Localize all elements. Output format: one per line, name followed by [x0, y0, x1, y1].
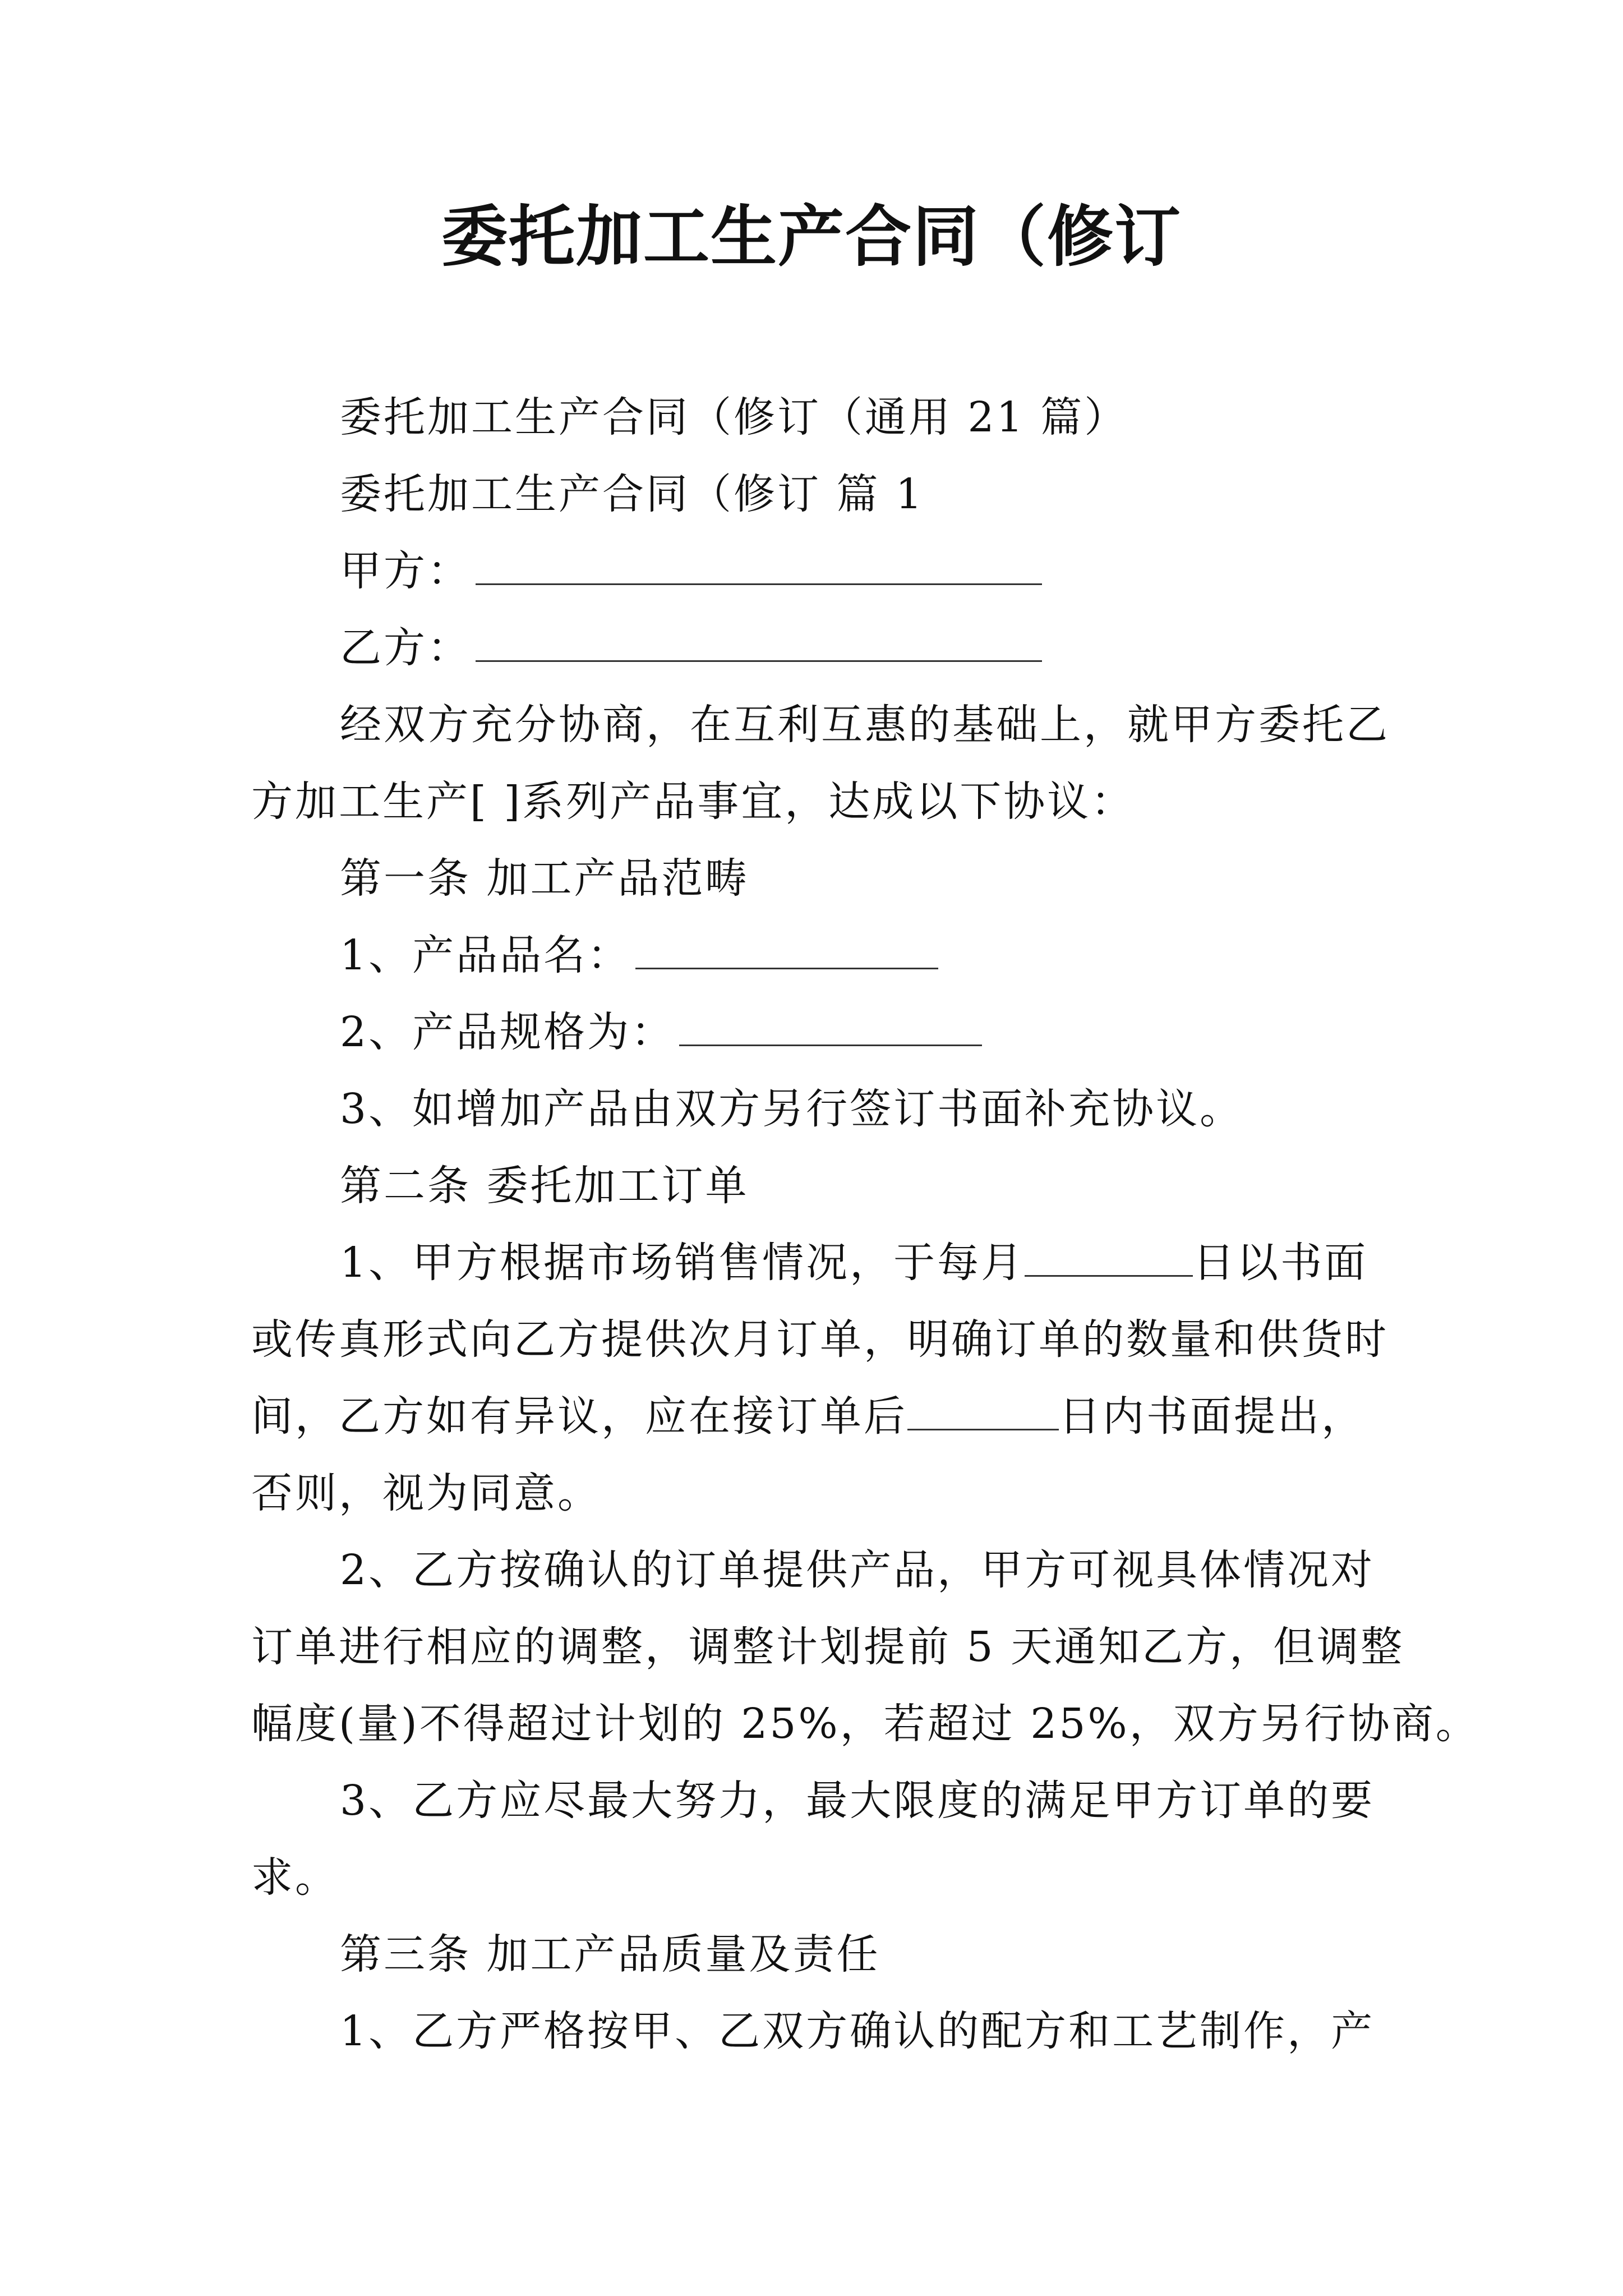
- article-1-heading: 第一条 加工产品范畴: [340, 854, 749, 903]
- product-name-label: 1、产品品名：: [340, 931, 631, 979]
- article-2-para-1-line-1: [251, 1225, 1395, 1301]
- article-2-para-1-line-2: 或传真形式向乙方提供次月订单，明确订单的数量和供货时: [251, 1315, 1389, 1364]
- article-1-item-2: [251, 994, 1395, 1071]
- article-2-para-1-line-3: [251, 1378, 1395, 1455]
- party-a-label: 甲方：: [340, 547, 471, 595]
- document-title: 委托加工生产合同（修订: [441, 198, 1182, 275]
- party-b-line: [251, 610, 1395, 687]
- order-date-text: 1、甲方根据市场销售情况，于每月: [340, 1239, 1025, 1287]
- article-2-para-2-line-1: 2、乙方按确认的订单提供产品，甲方可视具体情况对: [340, 1546, 1375, 1594]
- document-body: [251, 379, 1479, 2070]
- product-name-blank: [635, 928, 938, 969]
- article-2-para-3-line-1: 3、乙方应尽最大努力，最大限度的满足甲方订单的要: [340, 1777, 1375, 1825]
- party-a-line: [251, 533, 1395, 610]
- objection-text-after: 日内书面提出，: [1059, 1392, 1365, 1441]
- article-1-item-3: 3、如增加产品由双方另行签订书面补充协议。: [340, 1085, 1244, 1133]
- article-2-para-2-line-2: 订单进行相应的调整，调整计划提前 5 天通知乙方，但调整: [251, 1623, 1405, 1671]
- article-2-para-2-line-3: 幅度(量)不得超过计划的 25%，若超过 25%，双方另行协商。: [251, 1700, 1479, 1748]
- product-spec-label: 2、产品规格为：: [340, 1008, 675, 1056]
- objection-text: 间，乙方如有异议，应在接订单后: [251, 1392, 907, 1441]
- party-b-blank: [476, 621, 1042, 662]
- intro-line-1: 经双方充分协商，在互利互惠的基础上，就甲方委托乙: [340, 701, 1390, 749]
- subtitle-part: 委托加工生产合同（修订 篇 1: [340, 470, 925, 518]
- order-date-text-after: 日以书面: [1193, 1239, 1368, 1287]
- subtitle-general: 委托加工生产合同（修订（通用 21 篇）: [340, 393, 1128, 441]
- article-1-item-1: [251, 917, 1395, 994]
- article-2-para-3-line-2: 求。: [251, 1853, 339, 1902]
- article-2-heading: 第二条 委托加工订单: [340, 1162, 749, 1210]
- product-spec-blank: [679, 1005, 982, 1046]
- article-3-para-1-line-1: 1、乙方严格按甲、乙双方确认的配方和工艺制作，产: [340, 2007, 1375, 2055]
- article-2-para-1-line-4: 否则，视为同意。: [251, 1469, 601, 1517]
- article-3-heading: 第三条 加工产品质量及责任: [340, 1930, 880, 1978]
- party-b-label: 乙方：: [340, 624, 471, 672]
- order-day-blank: [1025, 1236, 1193, 1277]
- objection-days-blank: [907, 1389, 1059, 1430]
- intro-line-2: 方加工生产[ ]系列产品事宜，达成以下协议：: [251, 777, 1135, 826]
- party-a-blank: [476, 544, 1042, 585]
